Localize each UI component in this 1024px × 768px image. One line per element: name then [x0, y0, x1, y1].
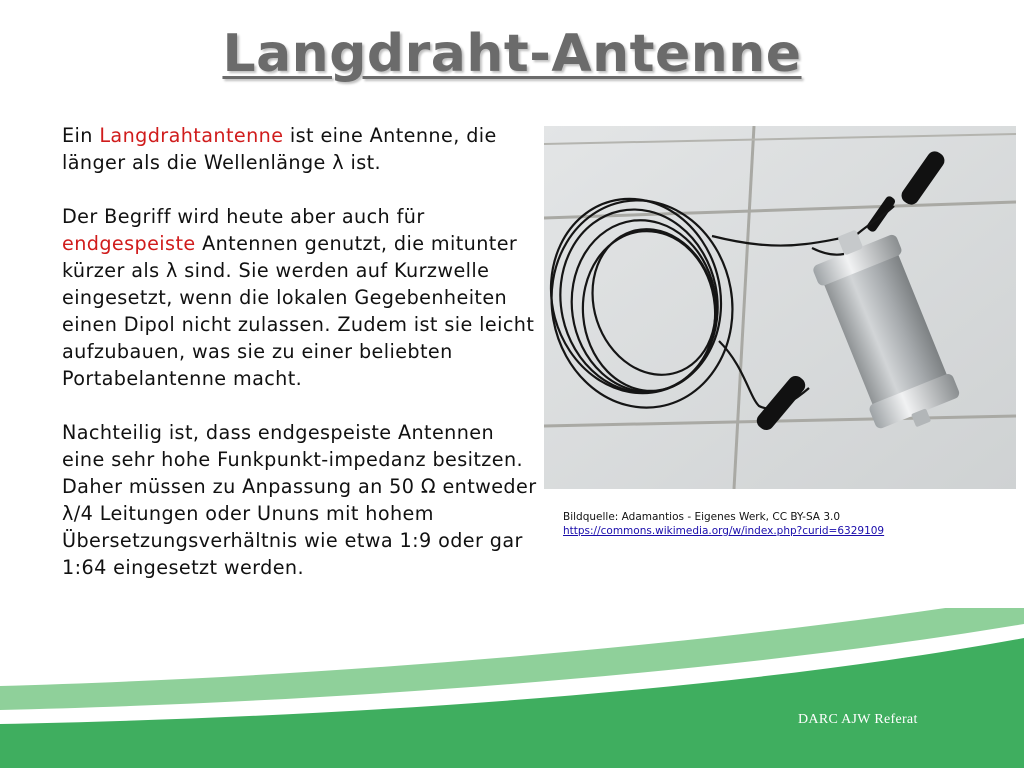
caption-source: Bildquelle: Adamantios - Eigenes Werk, CC BY-SA 3.0 — [563, 511, 841, 523]
image-caption — [563, 510, 884, 538]
highlight-langdrahtantenne: Langdrahtantenne — [99, 124, 284, 147]
body-text — [62, 122, 542, 608]
green-wave-decoration — [0, 608, 1024, 768]
paragraph-2: Der Begriff wird heute aber auch für endgespeiste Antennen genutzt, die mitunter kürzer als λ sind. Sie werden auf Kurzwelle eingesetzt, wenn die lokalen Gegebenheiten einen Dipol nicht zulassen. Zudem ist sie leicht aufzubauen, was sie zu einer beliebten Portabelantenne macht. — [62, 205, 535, 390]
caption-link[interactable]: https://commons.wikimedia.org/w/index.php?curid=6329109 — [563, 525, 885, 537]
antenna-photo — [544, 126, 1016, 489]
highlight-endgespeiste: endgespeiste — [62, 232, 196, 255]
paragraph-1: Ein Langdrahtantenne ist eine Antenne, die länger als die Wellenlänge λ ist. — [62, 124, 497, 174]
antenna-illustration — [544, 126, 1016, 489]
paragraph-3: Nachteilig ist, dass endgespeiste Antennen eine sehr hohe Funkpunkt-impedanz besitzen. Daher müssen zu Anpassung an 50 Ω entweder λ/4 Leitungen oder Ununs mit hohem Übersetzungsverhältnis wie etwa 1:9 oder gar 1:64 eingesetzt werden. — [62, 421, 537, 579]
footer-label: DARC AJW Referat — [798, 712, 918, 727]
slide-title: Langdraht-Antenne — [222, 24, 802, 84]
